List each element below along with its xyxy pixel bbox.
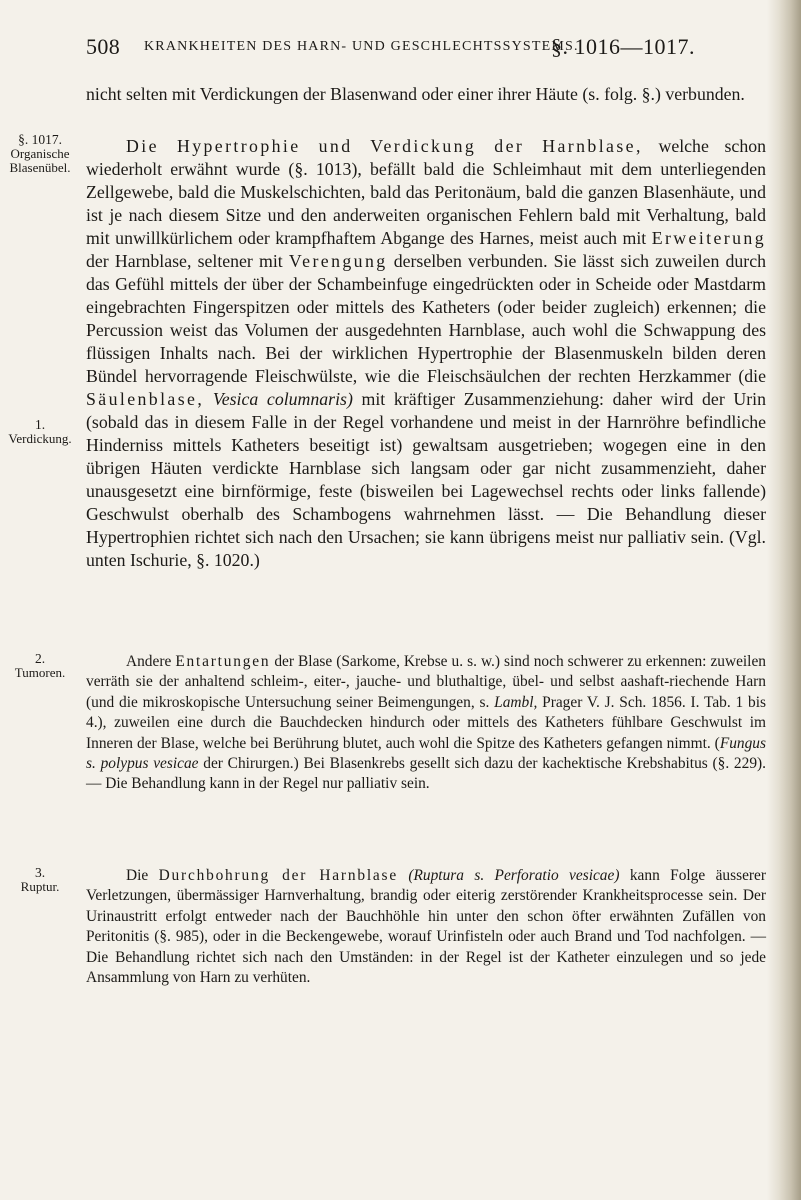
term-verengung: Verengung: [288, 251, 388, 271]
term-fungus: Fungus s. polypus vesicae: [86, 734, 766, 773]
margin-label-tumoren: Tumoren.: [14, 665, 66, 680]
margin-label-blasenuebel: Blasenübel.: [9, 160, 71, 175]
page-edge-shadow: [767, 0, 801, 1200]
intro-text: nicht selten mit Verdickungen der Blasenwand oder einer ihrer Häute (s. folg. §.) verbunden.: [86, 84, 745, 104]
header-section: §. 1016—1017.: [551, 34, 695, 59]
page-number: 508: [86, 34, 121, 59]
margin-note-ruptur: [2, 866, 78, 894]
margin-note-verdickung: [2, 418, 78, 446]
paragraph-tumoren-text: Andere Entartungen der Blase (Sarkome, Krebse u. s. w.) sind noch schwerer zu erkennen: zuweilen verräth sie der anhaltend schleim-, eiter-, jauche- und bluthaltige, übel- und selbst aashaft-riechende Harn (und die mikroskopische Untersuchung seiner Beimengungen, s. Lambl, Prager V. J. Sch. 1856. I. Tab. 1 bis 4.), zuweilen eine durch die Bauchdecken hindurch oder mittels des Katheters fühlbare Geschwulst im Inneren der Blase, welche bei Berührung blutet, auch wohl die Spitze des Katheters gefangen nimmt. (Fungus s. polypus vesicae der Chirurgen.) Bei Blasenkrebs gesellt sich dazu der kachektische Krebshabitus (§. 229). — Die Behandlung kann in der Regel nur palliativ sein.: [86, 653, 766, 793]
margin-label-ruptur: Ruptur.: [20, 879, 60, 894]
paragraph-ruptur: [86, 866, 766, 988]
author-lambl: Lambl,: [494, 693, 538, 711]
paragraph-tumoren: [86, 652, 766, 795]
running-header: [86, 34, 766, 60]
margin-label-organische: Organische: [10, 146, 70, 161]
margin-note-tumoren: [2, 652, 78, 680]
paragraph-1017: [86, 135, 766, 572]
margin-label-verdickung: Verdickung.: [8, 431, 72, 446]
margin-note-1017: [2, 133, 78, 175]
term-durchbohrung: Durchbohrung der Harnblase: [158, 867, 398, 884]
term-ruptura: (Ruptura s. Perforatio vesicae): [408, 867, 620, 884]
paragraph-ruptur-text: Die Durchbohrung der Harnblase (Ruptura s. Perforatio vesicae) kann Folge äusserer Verletzungen, übermässiger Harnverhaltung, brandig oder eiterig zerstörender Krankheitsprocesse sein. Der Urinaustritt erfolgt entweder nach der Bauchhöhle hin unter den schon öfter erwähnten Zufällen von Peritonitis (§. 985), oder in die Beckengewebe, worauf Urinfisteln oder auch Brand und Tod nachfolgen. — Die Behandlung richtet sich nach den Umständen: in der Regel ist der Katheter einzulegen und so jede Ansammlung von Harn zu verhüten.: [86, 867, 767, 987]
lead-hypertrophie: Die Hypertrophie und Verdickung der Harnblase,: [126, 136, 643, 156]
term-vesica-columnaris: Vesica columnaris): [212, 389, 353, 409]
margin-tumoren-number: 2.: [34, 651, 46, 666]
margin-section-number: §. 1017.: [18, 132, 62, 147]
margin-ruptur-number: 3.: [34, 865, 46, 880]
header-title: KRANKHEITEN DES HARN- UND GESCHLECHTSSYSTEMS.: [144, 39, 579, 54]
margin-sub-number: 1.: [34, 417, 46, 432]
term-saeulenblase: Säulenblase,: [86, 389, 205, 409]
term-erweiterung: Erweiterung: [651, 228, 766, 248]
term-entartungen: Entartungen: [175, 653, 271, 670]
intro-paragraph: [86, 83, 766, 106]
paragraph-1017-text: Die Hypertrophie und Verdickung der Harnblase, welche schon wiederholt erwähnt wurde (§. 1013), befällt bald die Schleimhaut mit dem unterliegenden Zellgewebe, bald die Muskelschichten, bald das Peritonäum, bald die ganzen Blasenhäute, und ist je nach diesem Sitze und den anderweiten organischen Fehlern bald mit Verhaltung, bald mit unwillkürlichem oder krampfhaftem Abgange des Harnes, meist auch mit Erweiterung der Harnblase, seltener mit Verengung derselben verbunden. Sie lässt sich zuweilen durch das Gefühl mittels der über der Schambeinfuge eingedrückten oder in Scheide oder Mastdarm eingebrachten Fingerspitzen oder mittels des Katheters (oder beider zugleich) erkennen; die Percussion weist das Volumen der ausgedehnten Harnblase, auch wohl die Schwappung des flüssigen Inhalts nach. Bei der wirklichen Hypertrophie der Blasenmuskeln bilden deren Bündel hervorragende Fleischwülste, wie die Fleischsäulchen der rechten Herzkammer (die Säulenblase, Vesica columnaris) mit kräftiger Zusammenziehung: daher wird der Urin (sobald das in diesem Falle in der Regel vorhandene und meist in der Harnröhre befindliche Hinderniss mittels Katheters beseitigt ist) gewaltsam ausgetrieben; wogegen eine in den übrigen Häuten verdickte Harnblase sich langsam oder gar nicht zusammenzieht, daher unausgesetzt eine birnförmige, feste (bisweilen bei Lagewechsel rechts oder links fallende) Geschwulst oberhalb des Schambogens wahrnehmen lässt. — Die Behandlung dieser Hypertrophien richtet sich nach den Ursachen; sie kann übrigens meist nur palliativ sein. (Vgl. unten Ischurie, §. 1020.): [86, 136, 766, 570]
